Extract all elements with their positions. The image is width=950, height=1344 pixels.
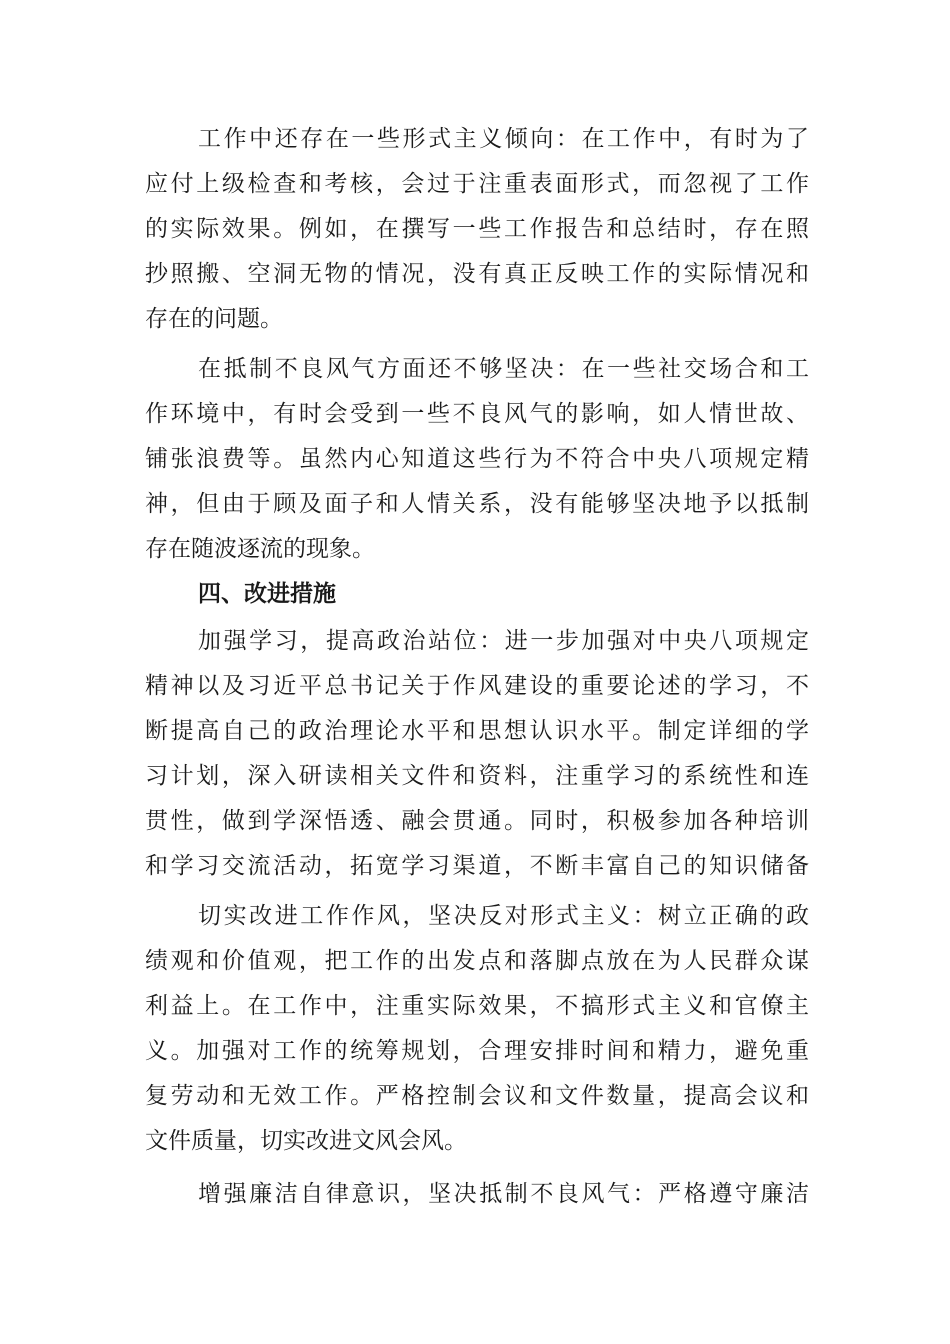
- text-line: 神，但由于顾及面子和人情关系，没有能够坚决地予以抵制: [145, 491, 809, 517]
- paragraph-integrity: [145, 1172, 809, 1217]
- text-line: 和学习交流活动，拓宽学习渠道，不断丰富自己的知识储备: [145, 853, 809, 879]
- paragraph-unhealthy-trends: [145, 347, 809, 572]
- text-line: 义。加强对工作的统筹规划，合理安排时间和精力，避免重: [145, 1038, 809, 1064]
- text-line: 绩观和价值观，把工作的出发点和落脚点放在为人民群众谋: [145, 948, 809, 974]
- paragraph-strengthen-study: [145, 619, 809, 889]
- text-line: 作环境中，有时会受到一些不良风气的影响，如人情世故、: [145, 401, 809, 427]
- text-line: 习计划，深入研读相关文件和资料，注重学习的系统性和连: [145, 763, 809, 789]
- paragraph-formalism: [145, 117, 809, 342]
- text-line: 加强学习，提高政治站位：进一步加强对中央八项规定: [198, 628, 809, 654]
- text-line: 贯性，做到学深悟透、融会贯通。同时，积极参加各种培训: [145, 808, 809, 834]
- text-line: 工作中还存在一些形式主义倾向：在工作中，有时为了: [198, 126, 809, 152]
- text-line: 存在的问题。: [145, 306, 283, 332]
- text-line: 的实际效果。例如，在撰写一些工作报告和总结时，存在照: [145, 216, 809, 242]
- text-line: 切实改进工作作风，坚决反对形式主义：树立正确的政: [198, 903, 809, 929]
- document-body: [145, 117, 809, 1217]
- section-heading: 四、改进措施: [198, 581, 336, 607]
- text-line: 利益上。在工作中，注重实际效果，不搞形式主义和官僚主: [145, 993, 809, 1019]
- text-line: 抄照搬、空洞无物的情况，没有真正反映工作的实际情况和: [145, 261, 809, 287]
- text-line: 存在随波逐流的现象。: [145, 536, 375, 562]
- text-line: 断提高自己的政治理论水平和思想认识水平。制定详细的学: [145, 718, 809, 744]
- text-line: 文件质量，切实改进文风会风。: [145, 1128, 467, 1154]
- text-line: 复劳动和无效工作。严格控制会议和文件数量，提高会议和: [145, 1083, 809, 1109]
- text-line: 增强廉洁自律意识，坚决抵制不良风气：严格遵守廉洁: [198, 1181, 809, 1207]
- paragraph-improve-style: [145, 894, 809, 1164]
- text-line: 铺张浪费等。虽然内心知道这些行为不符合中央八项规定精: [145, 446, 809, 472]
- text-line: 精神以及习近平总书记关于作风建设的重要论述的学习，不: [145, 673, 809, 699]
- text-line: 在抵制不良风气方面还不够坚决：在一些社交场合和工: [198, 356, 809, 382]
- text-line: 应付上级检查和考核，会过于注重表面形式，而忽视了工作: [145, 171, 809, 197]
